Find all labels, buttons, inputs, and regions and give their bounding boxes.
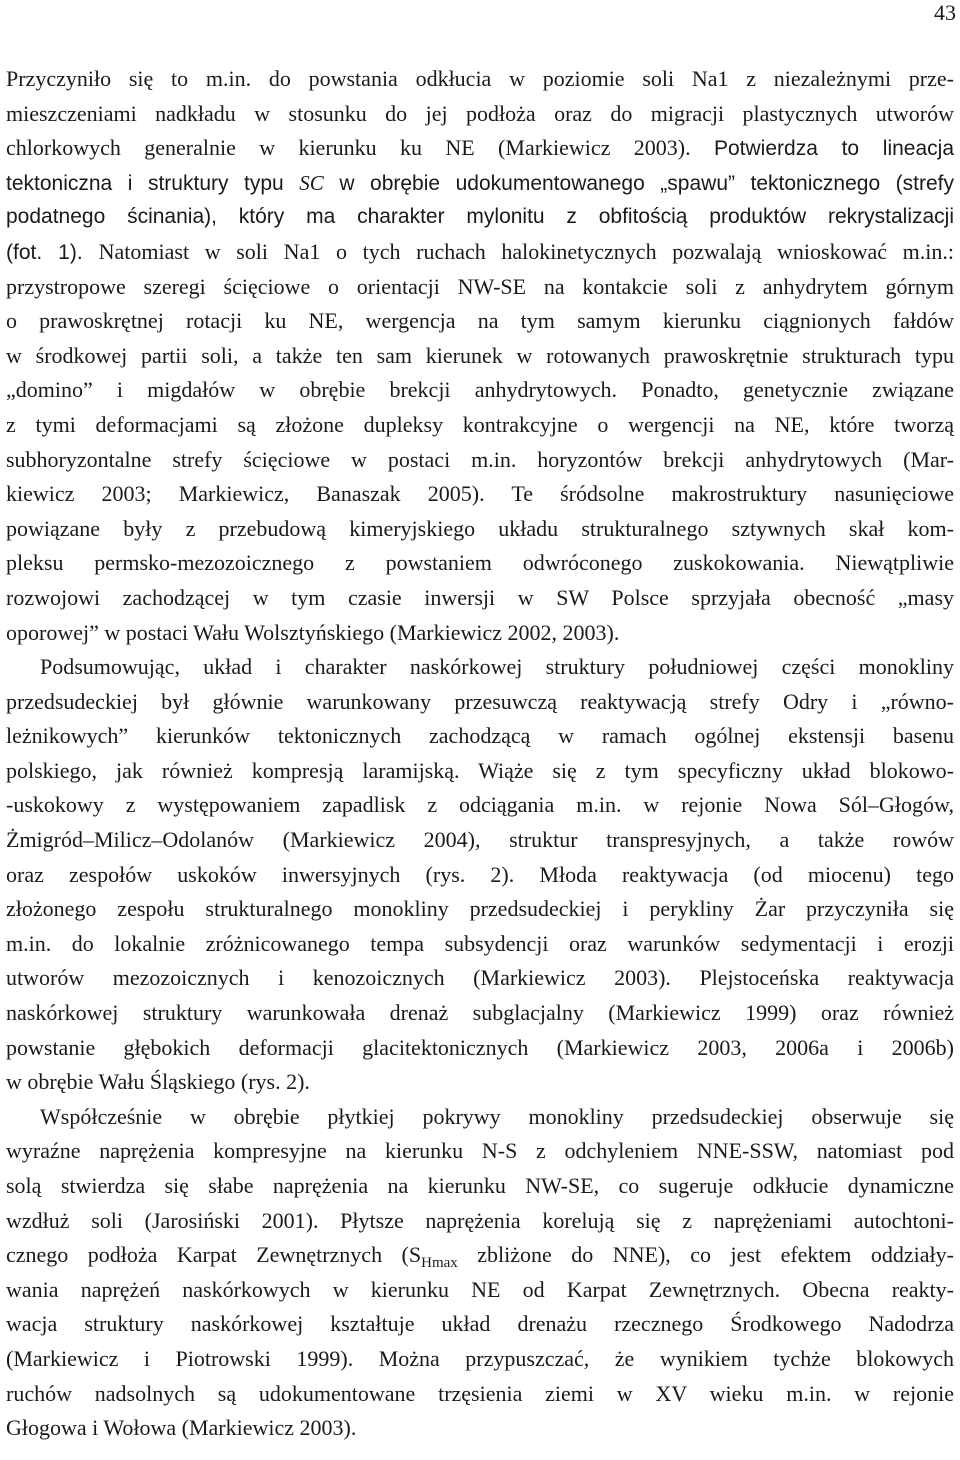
text-line: Podsumowując, układ i charakter naskórkowej struktury południowej części monokliny	[40, 654, 954, 680]
text-line: oporowej” w postaci Wału Wolsztyńskiego (Markiewicz 2002, 2003).	[6, 619, 620, 645]
text-line: o prawoskrętnej rotacji ku NE, wergencja na tym samym kierunku ciągnionych fałdów	[6, 308, 954, 334]
text-line: chlorkowych generalnie w kierunku ku NE (Markiewicz 2003). Potwierdza to lineacja	[6, 135, 955, 161]
text-line: Żmigród–Milicz–Odolanów (Markiewicz 2004), struktur transpresyjnych, a także rowów	[6, 827, 954, 853]
body-text	[6, 62, 954, 1446]
text-line: wyraźne naprężenia kompresyjne na kierunku N-S z odchyleniem NNE-SSW, natomiast pod	[6, 1138, 954, 1164]
text-line: Przyczyniło się to m.in. do powstania odkłucia w poziomie soli Na1 z niezależnymi prze-	[6, 66, 954, 91]
text-line: w środkowej partii soli, a także ten sam kierunek w rotowanych prawoskrętnie strukturach typu	[6, 342, 954, 368]
text-line: podatnego ścinania), który ma charakter mylonitu z obfitością produktów rekrystalizacji	[6, 205, 954, 229]
text-line: kiewicz 2003; Markiewicz, Banaszak 2005). Te śródsolne makrostruktury nasunięciowe	[6, 481, 954, 507]
text-line: z tymi deformacjami są złożone dupleksy kontrakcyjne o wergencji na NE, które tworzą	[6, 411, 954, 437]
text-line: (Markiewicz i Piotrowski 1999). Można przypuszczać, że wynikiem tychże blokowych	[6, 1345, 954, 1371]
text-line: powiązane były z przebudową kimeryjskiego układu strukturalnego sztywnych skał kom-	[6, 515, 954, 541]
text-line: utworów mezozoicznych i kenozoicznych (Markiewicz 2003). Plejstoceńska reaktywacja	[6, 965, 954, 991]
text-line: (fot. 1). Natomiast w soli Na1 o tych ruchach halokinetycznych pozwalają wnioskować m.in.:	[6, 238, 954, 264]
text-line: powstanie głębokich deformacji glacitektonicznych (Markiewicz 2003, 2006a i 2006b)	[6, 1034, 954, 1060]
page-number: 43	[934, 0, 956, 25]
text-line: tektoniczna i struktury typu SC w obrębie udokumentowanego „spawu” tektonicznego (strefy	[6, 170, 954, 195]
text-line: m.in. do lokalnie zróżnicowanego tempa subsydencji oraz warunków sedymentacji i erozji	[6, 930, 954, 956]
text-line: pleksu permsko-mezozoicznego z powstaniem odwróconego zuskokowania. Niewątpliwie	[6, 550, 954, 576]
text-line: przystropowe szeregi ścięciowe o orientacji NW-SE na kontakcie soli z anhydrytem górnym	[6, 273, 954, 299]
text-line: złożonego zespołu strukturalnego monokliny przedsudeckiej i perykliny Żar przyczyniła się	[6, 896, 954, 922]
text-line: wacja struktury naskórkowej kształtuje układ drenażu rzecznego Środkowego Nadodrza	[6, 1311, 954, 1337]
text-line: -uskokowy z występowaniem zapadlisk z odciągania m.in. w rejonie Nowa Sól–Głogów,	[6, 792, 954, 818]
text-line: w obrębie Wału Śląskiego (rys. 2).	[6, 1069, 310, 1095]
text-line: ruchów nadsolnych są udokumentowane trzęsienia ziemi w XV wieku m.in. w rejonie	[6, 1380, 954, 1406]
text-line: Głogowa i Wołowa (Markiewicz 2003).	[6, 1415, 357, 1441]
text-line: leżnikowych” kierunków tektonicznych zachodzącą w ramach ogólnej ekstensji basenu	[6, 723, 954, 749]
text-line: polskiego, jak również kompresją laramijską. Wiąże się z tym specyficzny układ blokowo-	[6, 757, 954, 783]
text-line: wania naprężeń naskórkowych w kierunku NE od Karpat Zewnętrznych. Obecna reakty-	[6, 1276, 954, 1302]
text-line: subhoryzontalne strefy ścięciowe w postaci m.in. horyzontów brekcji anhydrytowych (Mar-	[6, 446, 954, 472]
text-line: Współcześnie w obrębie płytkiej pokrywy monokliny przedsudeckiej obserwuje się	[40, 1103, 954, 1129]
text-line: solą stwierdza się słabe naprężenia na kierunku NW-SE, co sugeruje odkłucie dynamiczne	[6, 1173, 954, 1198]
text-line: cznego podłoża Karpat Zewnętrznych ($S_{Hmax}$ zbliżone do NNE), co jest efektem oddziały-	[6, 1242, 954, 1272]
text-line: przedsudeckiej był głównie warunkowany przesuwczą reaktywacją strefy Odry i „równo-	[6, 688, 954, 714]
subscript: Hmax	[421, 1255, 458, 1272]
text-line: „domino” i migdałów w obrębie brekcji anhydrytowych. Ponadto, genetycznie związane	[6, 377, 954, 403]
text-line: rozwojowi zachodzącej w tym czasie inwersji w SW Polsce sprzyjała obecność „masy	[6, 584, 954, 610]
text-line: naskórkowej struktury warunkowała drenaż subglacjalny (Markiewicz 1999) oraz również	[6, 1000, 954, 1026]
text-line: mieszczeniami nadkładu w stosunku do jej podłoża oraz do migracji plastycznych utworów	[6, 100, 954, 126]
text-line: oraz zespołów uskoków inwersyjnych (rys. 2). Młoda reaktywacja (od miocenu) tego	[6, 861, 954, 887]
text-line: wzdłuż soli (Jarosiński 2001). Płytsze naprężenia korelują się z naprężeniami autochtoni-	[6, 1207, 954, 1233]
